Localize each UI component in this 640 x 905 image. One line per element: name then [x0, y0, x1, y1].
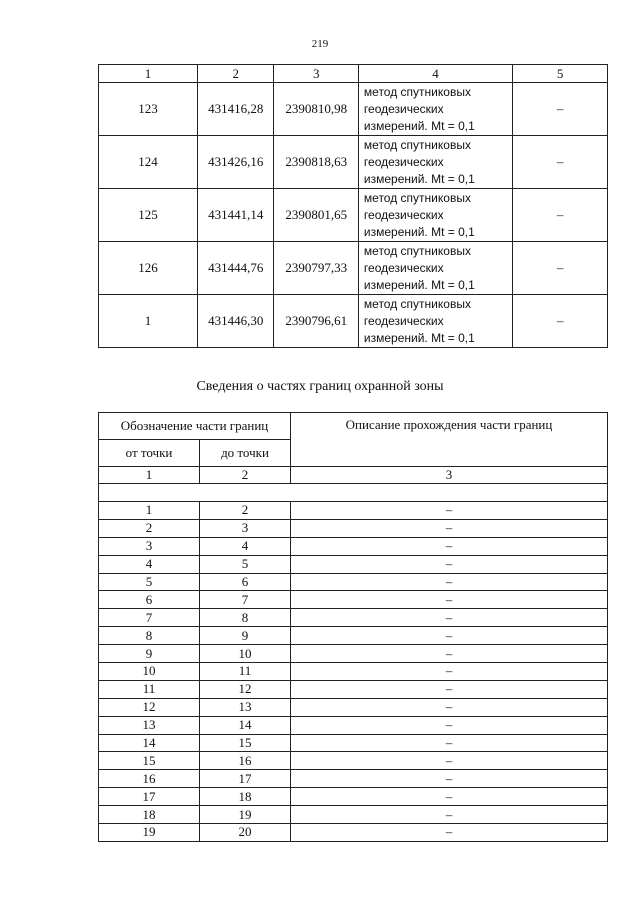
table-row: [99, 824, 608, 842]
method-line: измерений. Mt = 0,1: [363, 118, 475, 133]
to-point: 2: [200, 502, 291, 520]
point-note: –: [513, 295, 608, 348]
segment-description: –: [291, 770, 608, 788]
to-point: 19: [200, 806, 291, 824]
segment-description: –: [291, 573, 608, 591]
method-line: метод спутниковых: [363, 243, 471, 258]
to-point-header: до точки: [200, 440, 291, 467]
method-line: геодезических: [363, 260, 444, 275]
to-point: 16: [200, 752, 291, 770]
method-line: метод спутниковых: [363, 190, 471, 205]
from-point: 3: [99, 537, 200, 555]
table-row: [99, 734, 608, 752]
measurement-method: [358, 83, 512, 136]
to-point: 13: [200, 698, 291, 716]
column-number-3: 3: [291, 467, 608, 484]
method-line: геодезических: [363, 313, 444, 328]
to-point: 10: [200, 645, 291, 663]
point-number: 1: [99, 295, 198, 348]
method-line: геодезических: [363, 101, 444, 116]
to-point: 5: [200, 555, 291, 573]
segment-description: –: [291, 519, 608, 537]
measurement-method: [358, 189, 512, 242]
to-point: 7: [200, 591, 291, 609]
from-point: 1: [99, 502, 200, 520]
segment-description: –: [291, 752, 608, 770]
method-line: измерений. Mt = 0,1: [363, 171, 475, 186]
table-row: [99, 680, 608, 698]
table-row: [99, 242, 608, 295]
to-point: 17: [200, 770, 291, 788]
table-row: [99, 788, 608, 806]
segment-description: –: [291, 663, 608, 681]
coordinate-x: 431444,76: [198, 242, 274, 295]
table-row: [99, 502, 608, 520]
method-line: метод спутниковых: [363, 84, 471, 99]
measurement-method: [358, 295, 512, 348]
segment-description: –: [291, 645, 608, 663]
column-number-1: 1: [99, 467, 200, 484]
table-row: [99, 555, 608, 573]
segment-description: –: [291, 609, 608, 627]
coordinate-y: 2390818,63: [274, 136, 358, 189]
from-point: 11: [99, 680, 200, 698]
boundary-designation-header: Обозначение части границ: [99, 413, 291, 440]
table-row: [99, 295, 608, 348]
point-note: –: [513, 242, 608, 295]
method-line: измерений. Mt = 0,1: [363, 277, 475, 292]
coordinate-y: 2390801,65: [274, 189, 358, 242]
segment-description: –: [291, 698, 608, 716]
coordinate-y: 2390810,98: [274, 83, 358, 136]
table-row: [99, 645, 608, 663]
point-number: 123: [99, 83, 198, 136]
table-row: [99, 573, 608, 591]
from-point: 7: [99, 609, 200, 627]
column-number-3: 3: [274, 65, 358, 83]
page-number: 219: [311, 38, 329, 50]
segment-description: –: [291, 502, 608, 520]
from-point: 6: [99, 591, 200, 609]
point-note: –: [513, 189, 608, 242]
measurement-method: [358, 242, 512, 295]
from-point: 14: [99, 734, 200, 752]
segments-body: [99, 502, 608, 842]
boundary-parts-table: [98, 412, 608, 842]
to-point: 15: [200, 734, 291, 752]
to-point: 18: [200, 788, 291, 806]
to-point: 14: [200, 716, 291, 734]
section-title: Сведения о частях границ охранной зоны: [196, 379, 444, 394]
method-line: метод спутниковых: [363, 296, 471, 311]
segment-description: –: [291, 555, 608, 573]
table-row: [99, 806, 608, 824]
table-row: [99, 627, 608, 645]
segment-description: –: [291, 591, 608, 609]
coordinate-x: 431416,28: [198, 83, 274, 136]
segment-description: –: [291, 788, 608, 806]
parts-header-row: [99, 413, 608, 440]
coordinate-x: 431441,14: [198, 189, 274, 242]
point-number: 125: [99, 189, 198, 242]
table-row: [99, 83, 608, 136]
method-line: геодезических: [363, 207, 444, 222]
method-line: измерений. Mt = 0,1: [363, 330, 475, 345]
point-note: –: [513, 83, 608, 136]
table-row: [99, 770, 608, 788]
measurement-method: [358, 136, 512, 189]
to-point: 8: [200, 609, 291, 627]
from-point: 16: [99, 770, 200, 788]
to-point: 3: [200, 519, 291, 537]
table-row: [99, 189, 608, 242]
column-number-2: 2: [198, 65, 274, 83]
coordinate-x: 431426,16: [198, 136, 274, 189]
method-line: измерений. Mt = 0,1: [363, 224, 475, 239]
method-line: геодезических: [363, 154, 444, 169]
from-point: 10: [99, 663, 200, 681]
segment-description: –: [291, 627, 608, 645]
to-point: 12: [200, 680, 291, 698]
from-point: 4: [99, 555, 200, 573]
table-row: [99, 752, 608, 770]
from-point: 15: [99, 752, 200, 770]
coordinate-y: 2390797,33: [274, 242, 358, 295]
from-point: 9: [99, 645, 200, 663]
table-row: [99, 698, 608, 716]
from-point: 18: [99, 806, 200, 824]
from-point: 19: [99, 824, 200, 842]
segment-description: –: [291, 537, 608, 555]
column-number-1: 1: [99, 65, 198, 83]
table-row: [99, 716, 608, 734]
column-number-4: 4: [358, 65, 512, 83]
coordinate-y: 2390796,61: [274, 295, 358, 348]
column-number-2: 2: [200, 467, 291, 484]
coordinates-table: [98, 64, 608, 348]
segment-description: –: [291, 734, 608, 752]
table-row: [99, 519, 608, 537]
to-point: 11: [200, 663, 291, 681]
segment-description: –: [291, 806, 608, 824]
table-row: [99, 136, 608, 189]
segment-description: –: [291, 824, 608, 842]
segment-description: –: [291, 716, 608, 734]
segment-description: –: [291, 680, 608, 698]
method-line: метод спутниковых: [363, 137, 471, 152]
from-point: 8: [99, 627, 200, 645]
boundary-description-header: Описание прохождения части границ: [291, 413, 608, 467]
from-point: 17: [99, 788, 200, 806]
from-point: 2: [99, 519, 200, 537]
from-point: 5: [99, 573, 200, 591]
coordinate-x: 431446,30: [198, 295, 274, 348]
to-point: 9: [200, 627, 291, 645]
to-point: 6: [200, 573, 291, 591]
point-number: 124: [99, 136, 198, 189]
from-point-header: от точки: [99, 440, 200, 467]
column-number-5: 5: [513, 65, 608, 83]
empty-separator-row: [99, 484, 608, 502]
from-point: 13: [99, 716, 200, 734]
parts-column-numbers-row: [99, 467, 608, 484]
to-point: 4: [200, 537, 291, 555]
empty-cell: [99, 484, 608, 502]
table-row: [99, 591, 608, 609]
table-row: [99, 537, 608, 555]
to-point: 20: [200, 824, 291, 842]
from-point: 12: [99, 698, 200, 716]
point-note: –: [513, 136, 608, 189]
table-row: [99, 663, 608, 681]
coordinates-header-row: [99, 65, 608, 83]
point-number: 126: [99, 242, 198, 295]
table-row: [99, 609, 608, 627]
